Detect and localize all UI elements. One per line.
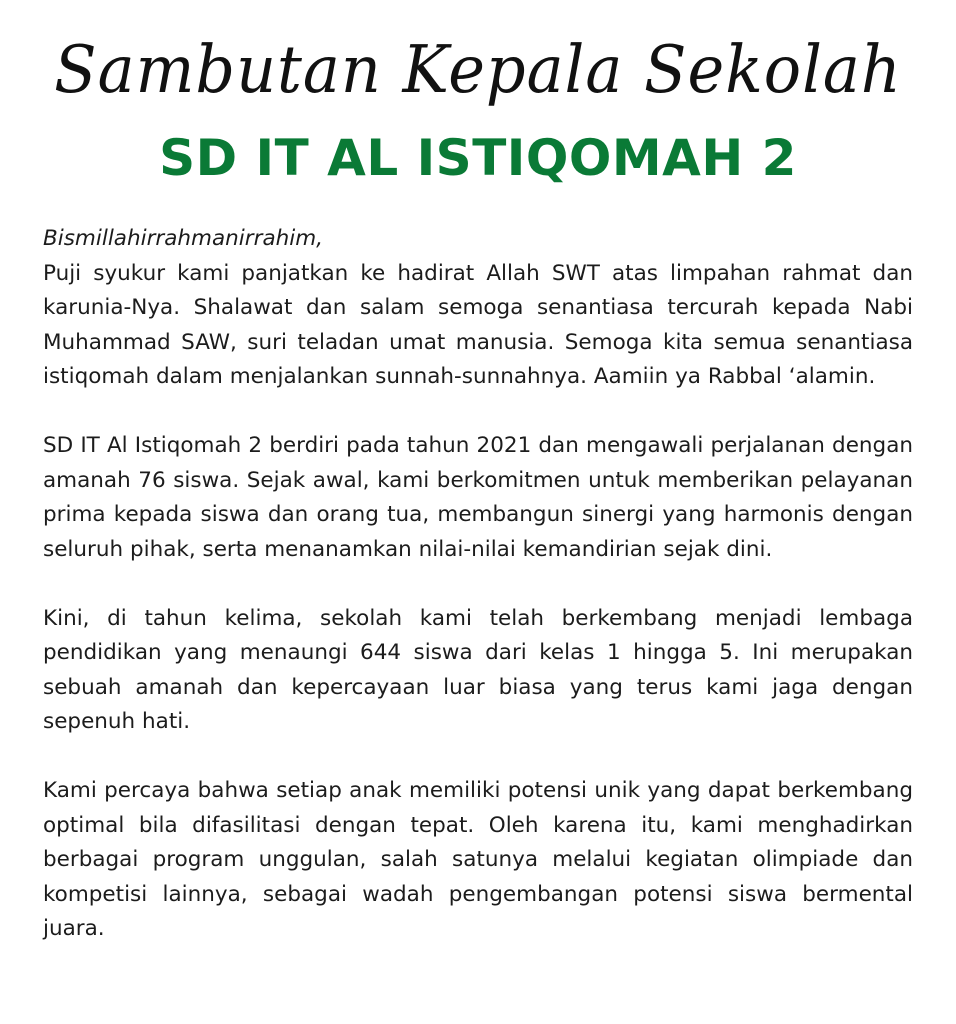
school-name: SD IT AL ISTIQOMAH 2: [159, 129, 797, 187]
paragraph-1: Puji syukur kami panjatkan ke hadirat Allah SWT atas limpahan rahmat dan karunia-Nya. Shalawat dan salam semoga senantiasa tercurah kepada Nabi Muhammad SAW, suri teladan umat manusia. Semoga kita semua senantiasa istiqomah dalam menjalankan sunnah-sunnahnya. Aamiin ya Rabbal ‘alamin.: [43, 260, 913, 389]
paragraph-3: Kini, di tahun kelima, sekolah kami telah berkembang menjadi lembaga pendidikan yang menaungi 644 siswa dari kelas 1 hingga 5. Ini merupakan sebuah amanah dan kepercayaan luar biasa yang terus kami jaga dengan sepenuh hati.: [43, 605, 913, 734]
paragraph-2: SD IT Al Istiqomah 2 berdiri pada tahun 2021 dan mengawali perjalanan dengan amanah 76 siswa. Sejak awal, kami berkomitmen untuk memberikan pelayanan prima kepada siswa dan orang tua, membangun sinergi yang harmonis dengan seluruh pihak, serta menanamkan nilai-nilai kemandirian sejak dini.: [43, 433, 913, 562]
header: [0, 0, 956, 200]
script-title: Sambutan Kepala Sekolah: [54, 31, 902, 108]
welcome-text: [43, 222, 913, 981]
greeting: Bismillahirrahmanirrahim,: [43, 226, 323, 251]
paragraph-4: Kami percaya bahwa setiap anak memiliki potensi unik yang dapat berkembang optimal bila difasilitasi dengan tepat. Oleh karena itu, kami menghadirkan berbagai program unggulan, salah satunya melalui kegiatan olimpiade dan kompetisi lainnya, sebagai wadah pengembangan potensi siswa bermental juara.: [43, 778, 913, 941]
